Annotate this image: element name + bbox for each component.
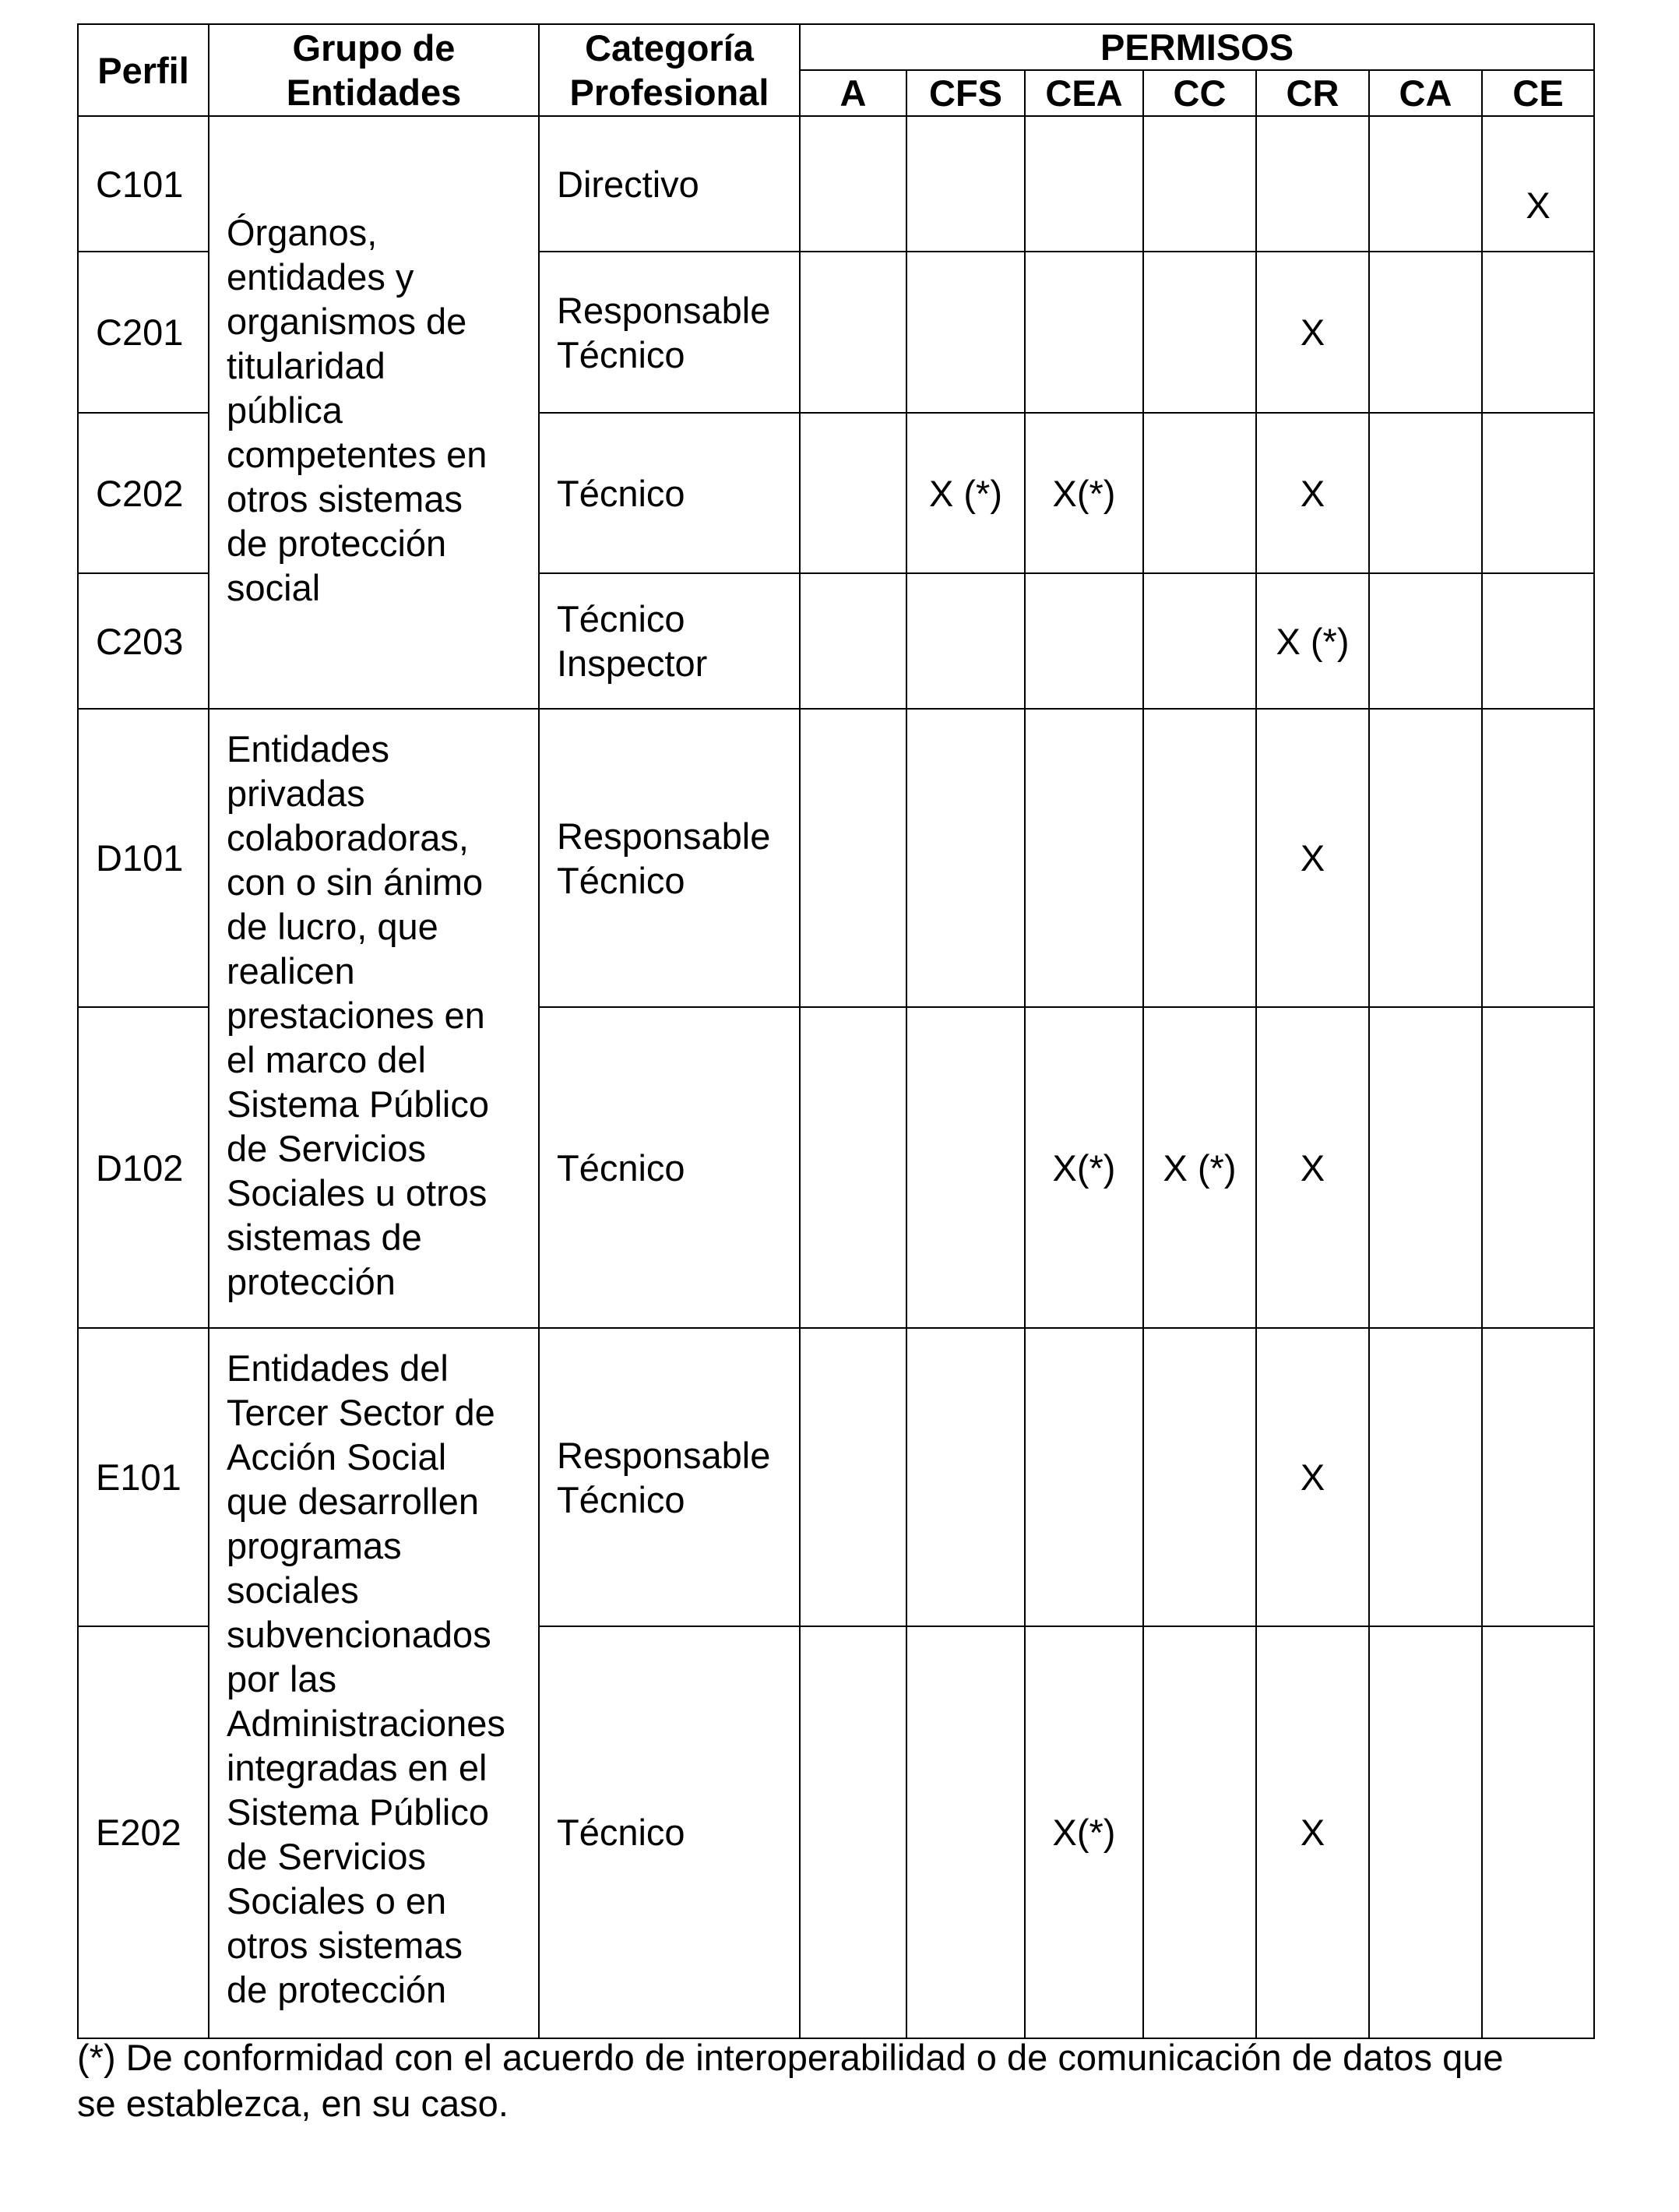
perfil-cell: E202: [78, 1626, 209, 2038]
permission-cell-CC: X (*): [1143, 1007, 1256, 1328]
permission-cell-CE: [1482, 413, 1594, 573]
permission-cell-CR: X (*): [1256, 573, 1369, 709]
permissions-table: [77, 23, 1595, 2039]
permission-cell-CR: X: [1256, 252, 1369, 413]
permission-cell-CA: [1369, 709, 1482, 1007]
grupo-line: de Servicios: [227, 1128, 426, 1169]
header-permisos: PERMISOS: [800, 24, 1594, 70]
permission-cell-A: [800, 1626, 906, 2038]
header-code-A: A: [800, 70, 906, 116]
grupo-line: Entidades del: [227, 1347, 449, 1389]
permission-cell-CEA: X(*): [1025, 1007, 1143, 1328]
permission-cell-CA: [1369, 573, 1482, 709]
permission-cell-CE: [1482, 1328, 1594, 1626]
permission-cell-CEA: X(*): [1025, 1626, 1143, 2038]
grupo-line: Sociales u otros: [227, 1172, 488, 1213]
grupo-line: Sociales o en: [227, 1880, 447, 1921]
categoria-line: Técnico: [557, 1478, 685, 1520]
permission-cell-CEA: [1025, 709, 1143, 1007]
permission-cell-CA: [1369, 1007, 1482, 1328]
permission-cell-CC: [1143, 1328, 1256, 1626]
grupo-line: de protección: [227, 523, 447, 564]
perfil-cell: E101: [78, 1328, 209, 1626]
permission-cell-A: [800, 116, 906, 252]
perfil-cell: C203: [78, 573, 209, 709]
header-code-CE: CE: [1482, 70, 1594, 116]
table-row: [78, 1328, 1594, 1626]
categoria-cell: [539, 709, 800, 1007]
categoria-line: Técnico: [557, 859, 685, 901]
grupo-line: Órganos,: [227, 212, 378, 253]
grupo-line: privadas: [227, 773, 365, 814]
grupo-line: de protección: [227, 1969, 447, 2010]
permission-cell-A: [800, 413, 906, 573]
permission-cell-CE: X: [1482, 116, 1594, 252]
grupo-line: prestaciones en: [227, 995, 485, 1036]
grupo-line: por las: [227, 1658, 337, 1700]
grupo-line: sociales: [227, 1569, 359, 1611]
permission-cell-CC: [1143, 709, 1256, 1007]
grupo-line: de Servicios: [227, 1836, 426, 1877]
footnote: [77, 2034, 1603, 2126]
grupo-line: Sistema Público: [227, 1083, 489, 1125]
perfil-cell: C101: [78, 116, 209, 252]
permission-cell-CC: [1143, 252, 1256, 413]
permission-cell-CC: [1143, 1626, 1256, 2038]
header-code-CC: CC: [1143, 70, 1256, 116]
permission-cell-CEA: X(*): [1025, 413, 1143, 573]
permission-cell-CA: [1369, 1626, 1482, 2038]
grupo-entidades-cell: [209, 116, 539, 709]
categoria-line: Responsable: [557, 815, 771, 857]
header-code-CFS: CFS: [906, 70, 1025, 116]
grupo-line: realicen: [227, 950, 355, 992]
header-code-CEA: CEA: [1025, 70, 1143, 116]
categoria-cell: [539, 573, 800, 709]
permission-cell-CA: [1369, 252, 1482, 413]
grupo-line: titularidad: [227, 345, 385, 386]
permission-cell-CR: X: [1256, 413, 1369, 573]
permission-cell-A: [800, 1007, 906, 1328]
grupo-line: Administraciones: [227, 1703, 505, 1744]
permission-cell-CE: [1482, 252, 1594, 413]
permission-cell-CA: [1369, 413, 1482, 573]
categoria-cell: [539, 1626, 800, 2038]
permission-cell-CFS: X (*): [906, 413, 1025, 573]
permission-cell-CFS: [906, 1328, 1025, 1626]
permission-cell-CEA: [1025, 116, 1143, 252]
grupo-line: protección: [227, 1261, 396, 1302]
permission-cell-CFS: [906, 709, 1025, 1007]
header-perfil: Perfil: [78, 24, 209, 116]
categoria-cell: [539, 1328, 800, 1626]
categoria-line: Técnico: [557, 333, 685, 375]
perfil-cell: D102: [78, 1007, 209, 1328]
table-row: [78, 116, 1594, 252]
grupo-line: el marco del: [227, 1039, 426, 1080]
permission-cell-CEA: [1025, 252, 1143, 413]
categoria-line: Responsable: [557, 1434, 771, 1476]
categoria-line: Técnico: [557, 598, 685, 639]
categoria-line: Técnico: [557, 1147, 685, 1189]
permission-cell-CR: X: [1256, 709, 1369, 1007]
footnote-line1: (*) De conformidad con el acuerdo de interoperabilidad o de comunicación de datos que: [77, 2037, 1504, 2078]
perfil-cell: D101: [78, 709, 209, 1007]
grupo-line: entidades y: [227, 256, 414, 298]
grupo-line: colaboradoras,: [227, 817, 469, 858]
permission-cell-CR: [1256, 116, 1369, 252]
categoria-line: Técnico: [557, 472, 685, 514]
header-code-CR: CR: [1256, 70, 1369, 116]
grupo-line: con o sin ánimo: [227, 861, 484, 903]
categoria-cell: [539, 252, 800, 413]
grupo-line: Tercer Sector de: [227, 1392, 495, 1433]
grupo-entidades-cell: [209, 709, 539, 1328]
permission-cell-CA: [1369, 1328, 1482, 1626]
permission-cell-CEA: [1025, 573, 1143, 709]
grupo-line: otros sistemas: [227, 1925, 463, 1966]
grupo-line: Acción Social: [227, 1436, 447, 1478]
header-categoria-line2: Profesional: [569, 72, 769, 113]
perfil-cell: C201: [78, 252, 209, 413]
header-code-CA: CA: [1369, 70, 1482, 116]
categoria-cell: [539, 1007, 800, 1328]
permission-cell-A: [800, 573, 906, 709]
permission-cell-A: [800, 252, 906, 413]
permission-cell-CEA: [1025, 1328, 1143, 1626]
table-row: [78, 709, 1594, 1007]
grupo-line: social: [227, 567, 321, 608]
permission-cell-CE: [1482, 709, 1594, 1007]
header-categoria-profesional: [539, 24, 800, 116]
grupo-entidades-cell: [209, 1328, 539, 2038]
grupo-line: otros sistemas: [227, 478, 463, 520]
header-categoria-line1: Categoría: [585, 27, 754, 69]
categoria-cell: [539, 413, 800, 573]
permission-cell-CC: [1143, 573, 1256, 709]
permission-cell-CC: [1143, 413, 1256, 573]
permission-cell-CC: [1143, 116, 1256, 252]
perfil-cell: C202: [78, 413, 209, 573]
header-grupo-line1: Grupo de: [292, 27, 456, 69]
categoria-line: Técnico: [557, 1812, 685, 1853]
categoria-line: Directivo: [557, 163, 699, 205]
grupo-line: sistemas de: [227, 1217, 422, 1258]
permission-cell-CA: [1369, 116, 1482, 252]
categoria-line: Inspector: [557, 643, 708, 684]
grupo-line: competentes en: [227, 434, 488, 475]
grupo-line: subvencionados: [227, 1614, 491, 1655]
permission-cell-CE: [1482, 573, 1594, 709]
footnote-line2: se establezca, en su caso.: [77, 2083, 509, 2124]
grupo-line: Entidades: [227, 728, 390, 770]
permission-cell-A: [800, 1328, 906, 1626]
permission-cell-CFS: [906, 116, 1025, 252]
permission-cell-CFS: [906, 1007, 1025, 1328]
grupo-line: organismos de: [227, 301, 467, 342]
grupo-line: que desarrollen: [227, 1481, 479, 1522]
permission-cell-CFS: [906, 573, 1025, 709]
grupo-line: pública: [227, 389, 343, 431]
permission-cell-CR: X: [1256, 1007, 1369, 1328]
grupo-line: de lucro, que: [227, 906, 438, 947]
permission-cell-CFS: [906, 252, 1025, 413]
grupo-line: programas: [227, 1525, 402, 1566]
header-grupo-line2: Entidades: [286, 72, 462, 113]
categoria-line: Responsable: [557, 289, 771, 331]
permission-cell-CR: X: [1256, 1626, 1369, 2038]
permission-cell-CE: [1482, 1626, 1594, 2038]
header-grupo-entidades: [209, 24, 539, 116]
grupo-line: Sistema Público: [227, 1791, 489, 1833]
permission-cell-CE: [1482, 1007, 1594, 1328]
permission-cell-CR: X: [1256, 1328, 1369, 1626]
categoria-cell: [539, 116, 800, 252]
permission-cell-A: [800, 709, 906, 1007]
permission-cell-CFS: [906, 1626, 1025, 2038]
table-body: [78, 116, 1594, 2038]
grupo-line: integradas en el: [227, 1747, 488, 1788]
